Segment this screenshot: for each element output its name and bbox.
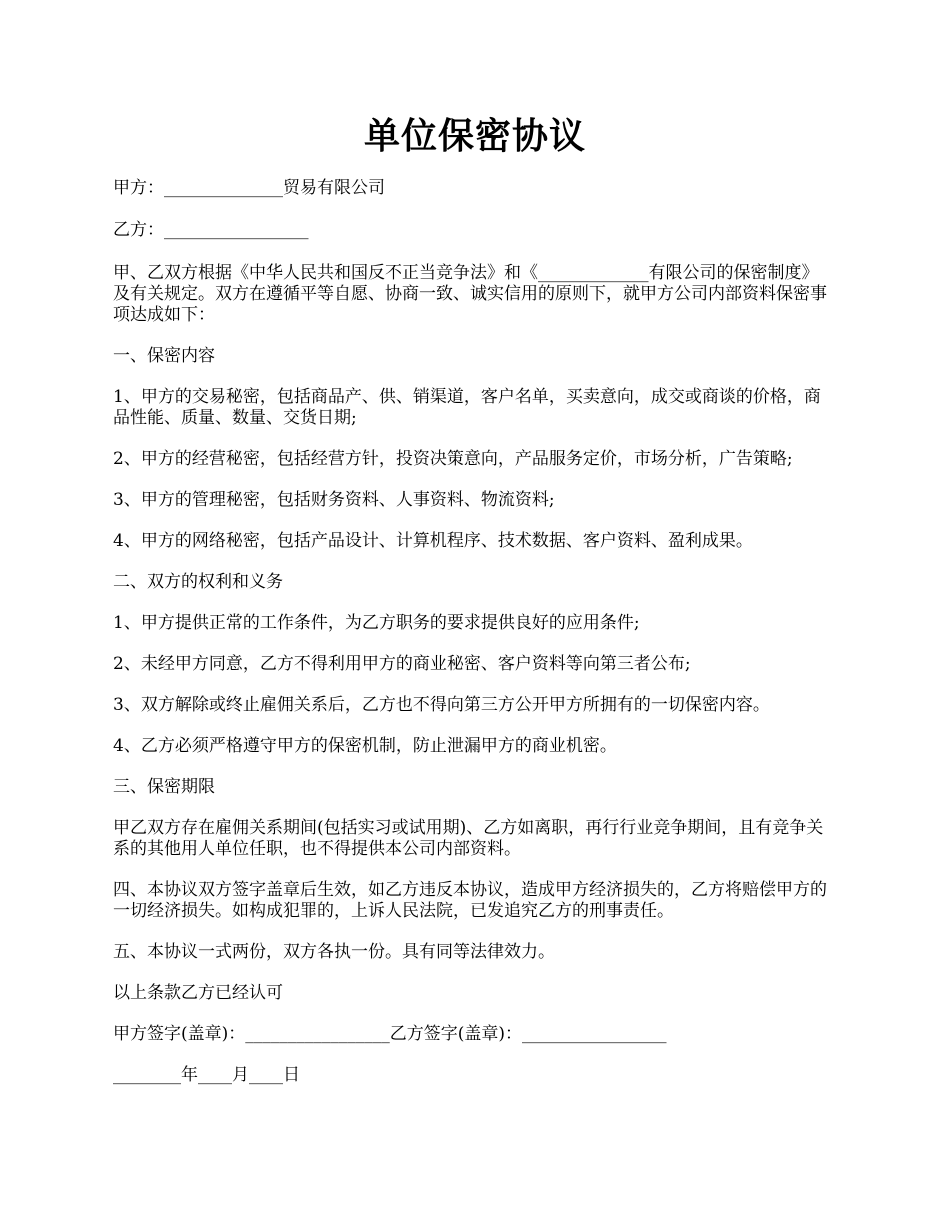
party-b-line: 乙方：_________________ [113, 220, 309, 240]
document-title: 单位保密协议 [363, 115, 586, 157]
clause-business-secrets: 2、甲方的经营秘密，包括经营方针，投资决策意向，产品服务定价，市场分析，广告策略; [113, 449, 793, 469]
date-line: ________年____月____日 [113, 1065, 300, 1085]
clause-post-employment: 3、双方解除或终止雇佣关系后，乙方也不得向第三方公开甲方所拥有的一切保密内容。 [113, 695, 770, 715]
section-heading-confidential-content: 一、保密内容 [113, 346, 215, 366]
preamble-paragraph: 甲、乙双方根据《中华人民共和国反不正当竞争法》和《_____________有限公司的保密制度》及有关规定。双方在遵循平等自愿、协商一致、诚实信用的原则下，就甲方公司内部资料保密事项达成如下： [113, 263, 827, 325]
section-heading-term: 三、保密期限 [113, 777, 215, 797]
clause-trade-secrets: 1、甲方的交易秘密，包括商品产、供、销渠道，客户名单，买卖意向，成交或商谈的价格，商品性能、质量、数量、交货日期; [113, 387, 821, 428]
acknowledgement-line: 以上条款乙方已经认可 [113, 983, 283, 1003]
clause-term-details: 甲乙双方存在雇佣关系期间(包括实习或试用期)、乙方如离职，再行行业竞争期间，且有竞争关系的其他用人单位任职，也不得提供本公司内部资料。 [113, 818, 824, 859]
clause-working-conditions: 1、甲方提供正常的工作条件，为乙方职务的要求提供良好的应用条件; [113, 613, 640, 633]
clause-management-secrets: 3、甲方的管理秘密，包括财务资料、人事资料、物流资料; [113, 490, 555, 510]
section-heading-rights-obligations: 二、双方的权利和义务 [113, 572, 283, 592]
clause-no-disclosure: 2、未经甲方同意，乙方不得利用甲方的商业秘密、客户资料等向第三者公布; [113, 654, 691, 674]
section-effectiveness: 四、本协议双方签字盖章后生效，如乙方违反本协议，造成甲方经济损失的，乙方将赔偿甲方的一切经济损失。如构成犯罪的，上诉人民法院，已发追究乙方的刑事责任。 [113, 880, 827, 921]
clause-network-secrets: 4、甲方的网络秘密，包括产品设计、计算机程序、技术数据、客户资料、盈利成果。 [113, 531, 753, 551]
party-a-line: 甲方：______________贸易有限公司 [113, 178, 385, 198]
document-body [113, 178, 835, 1106]
signature-line: 甲方签字(盖章)：_________________乙方签字(盖章)：_________________ [113, 1024, 667, 1044]
section-copies: 五、本协议一式两份，双方各执一份。具有同等法律效力。 [113, 942, 555, 962]
clause-compliance: 4、乙方必须严格遵守甲方的保密机制，防止泄漏甲方的商业机密。 [113, 736, 617, 756]
